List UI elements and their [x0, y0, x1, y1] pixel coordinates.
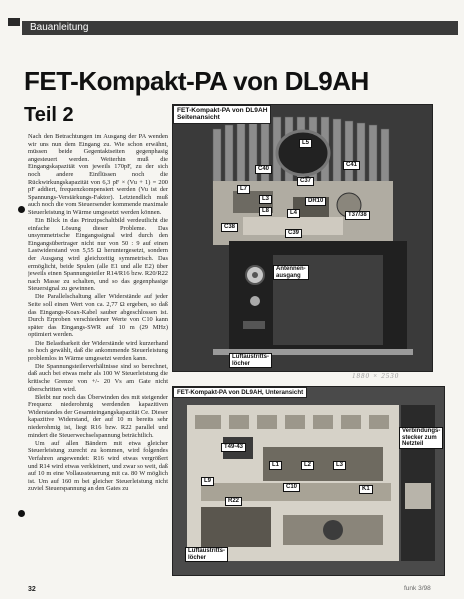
component-label: R22 [225, 497, 242, 506]
air-outlet-label: Luftaustritts- löcher [229, 353, 272, 368]
component-label: T37/38 [345, 211, 370, 220]
handwritten-note: 1880 × 2530 [352, 372, 400, 380]
page-number: 32 [28, 586, 36, 593]
component-label: L3 [259, 195, 272, 204]
component-label: C10 [283, 483, 300, 492]
side-view-photo [172, 104, 433, 372]
component-label: C40 [255, 165, 272, 174]
article-title: FET-Kompakt-PA von DL9AH [24, 66, 369, 96]
component-label: DR10 [305, 197, 326, 206]
paragraph: Bleibt nur noch das Überwinden des mit steigender Frequenz niederohmig werdenden kapazitiven Widerstandes der Gesamteingangskapazität Ce. Dieser kapazitive Widerstand, der auf 10 m bereits sehr niederohmig ist, liegt R16 bzw. R22 parallel und mindert die Steuerwechselspannung beträchtlich. [28, 393, 168, 439]
punch-hole-mark [18, 510, 25, 517]
component-label: C41 [343, 161, 360, 170]
magazine-footer: funk 3/98 [404, 585, 431, 592]
antenna-output-label: Antennen- ausgang [273, 265, 309, 280]
component-label: C38 [221, 223, 238, 232]
bottom-view-caption: FET-Kompakt-PA von DL9AH, Unteransicht [173, 387, 307, 398]
corner-mark [8, 18, 20, 26]
component-label: C39 [285, 229, 302, 238]
paragraph: Die Belastbarkeit der Widerstände wird kurzerhand so hoch gewählt, daß die ankommende Steuerleistung problemlos in Wärme umgesetzt werden kann. [28, 339, 168, 362]
bottom-view-photo [172, 386, 445, 576]
component-label: L3 [333, 461, 346, 470]
section-label: Bauanleitung [30, 22, 89, 33]
paragraph: Ein Blick in das Prinzipschaltbild verdeutlicht die einfache Lösung dieser Probleme. Das unsymmetrische Eingangssignal wird durch den Eingangsübertrager nicht nur von 50 : 9 auf einen Lastwiderstand von 5,55 Ω heruntergesetzt, sondern der Ausgang wird gleichzeitig symmetrisch. Das ermöglicht, beide Spulen (alle E1 und alle E2) über jeweils einen Spannungsteiler R14/R16 bzw. R20/R22 nach Masse zu schalten, und so das gegenphasige Steuersignal zu gewinnen. [28, 217, 168, 293]
paragraph: Die Parallelschaltung aller Widerstände auf jeder Seite soll einen Wert von ca. 2,77 Ω ergeben, so daß das Eingangs-Koax-Kabel sauber abgeschlossen ist. Durch Erproben verschiedener Werte von C10 kann später das Eingangs-SWR auf 10 m (29 MHz) optimiert werden. [28, 293, 168, 339]
article-subtitle: Teil 2 [24, 104, 74, 126]
side-view-caption [173, 105, 271, 124]
paragraph: Nach den Betrachtungen im Ausgang der PA wenden wir uns nun dem Eingang zu. Wie schon erwähnt, müssen beide Gegentaktseiten gegenphasig angesteuert werden. Weiterhin muß die Eingangskapazität von jeweils 170pF, zu der sich noch andere Einflüssen noch die Rückwirkungskapazität von 6,3 pF × (Vu + 1) = 200 pF addiert, frequenzkompensiert werden (Vu ist der Spannungs-Verstärkungs-Faktor). Letztendlich muß auch noch die vom Steuersender kommende maximale Steuerleistung in Wärme umgesetzt werden können. [28, 133, 168, 216]
component-label: K1 [359, 485, 373, 494]
component-label: L9 [201, 477, 214, 486]
air-outlet-label: Luftaustritts- löcher [185, 547, 228, 562]
paragraph: Die Spannungsteilerverhältnisse sind so berechnet, daß auch bei etwas mehr als 100 W Steuerleistung die kritische Grenze von +/- 20 Vs am Gate nicht überschritten wird. [28, 362, 168, 393]
component-label: L8 [259, 207, 272, 216]
component-label: L2 [301, 461, 314, 470]
punch-hole-mark [18, 206, 25, 213]
power-connector-label: Verbindungs- stecker zum Netzteil [399, 427, 443, 449]
component-label: L7 [237, 185, 250, 194]
component-label: L5 [299, 139, 312, 148]
body-text-column [28, 133, 168, 579]
component-label: T49-43 [221, 443, 246, 452]
side-view-caption-sub: Seitenansicht [177, 114, 220, 122]
component-label: L4 [287, 209, 300, 218]
paragraph: Um auf allen Bändern mit etwa gleicher Steuerleistung zurecht zu kommen, wird folgendes Verfahren angewendet: R16 wird etwas vergrößert und R14 wird etwas verkleinert, und zwar so weit, daß auf 10 m eine Vollaussteuerung mit ca. 80 W möglich ist. Um auf 160 m bei gleicher Steuerleistung nicht zuviel Steuerspannung an den Gates zu [28, 439, 168, 493]
component-label: L1 [269, 461, 282, 470]
side-view-caption-title: FET-Kompakt-PA von DL9AH [177, 107, 268, 114]
component-label: C37 [297, 177, 314, 186]
